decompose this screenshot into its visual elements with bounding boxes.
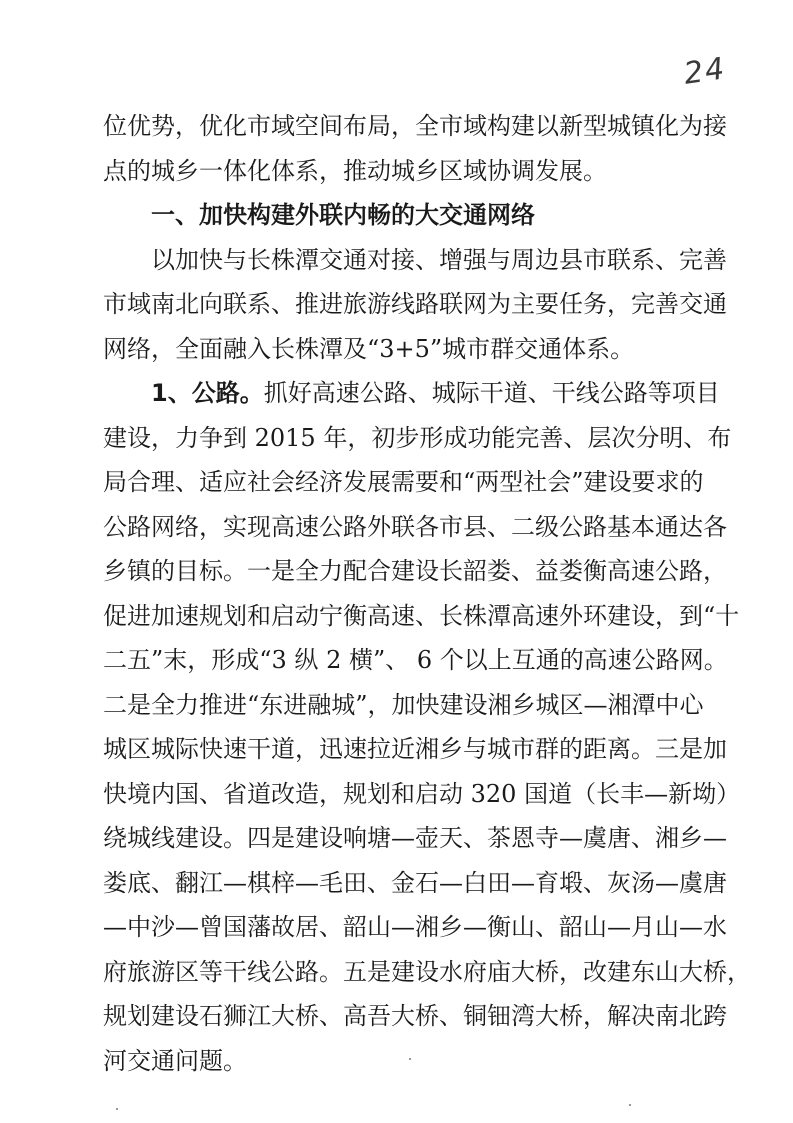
text-line bbox=[103, 371, 720, 416]
text-line: 公路网络，实现高速公路外联各市县、二级公路基本通达各 bbox=[103, 512, 727, 541]
document-body bbox=[103, 104, 751, 1083]
text-line: 市域南北向联系、推进旅游线路联网为主要任务，完善交通 bbox=[103, 290, 727, 318]
text-line: 娄底、翻江—棋梓—毛田、金石—白田—育塅、灰汤—虞唐 bbox=[103, 868, 727, 897]
text-line: 规划建设石狮江大桥、高吾大桥、铜钿湾大桥，解决南北跨 bbox=[103, 1002, 727, 1030]
text-line: 河交通问题。 bbox=[103, 1046, 247, 1075]
text-span: 抓好高速公路、城际干道、干线公路等项目 bbox=[263, 379, 720, 407]
text-line: 城区城际快速干道，迅速拉近湘乡与城市群的距离。三是加 bbox=[103, 735, 727, 763]
scan-speck bbox=[629, 1104, 631, 1106]
scan-speck bbox=[116, 1108, 118, 1110]
text-line: 二是全力推进“东进融城”，加快建设湘乡城区—湘潭中心 bbox=[103, 690, 704, 719]
text-line: 位优势，优化市域空间布局，全市域构建以新型城镇化为接 bbox=[103, 112, 727, 140]
subsection-lead: 1、公路。 bbox=[151, 379, 264, 407]
text-line: 点的城乡一体化体系，推动城乡区域协调发展。 bbox=[103, 156, 607, 185]
page-number: 24 bbox=[681, 51, 729, 92]
text-line: 以加快与长株潭交通对接、增强与周边县市联系、完善 bbox=[151, 245, 727, 274]
text-line: 二五”末，形成“3 纵 2 横”、 6 个以上互通的高速公路网。 bbox=[103, 646, 728, 674]
text-line: 网络，全面融入长株潭及“3+5”城市群交通体系。 bbox=[103, 334, 635, 363]
text-line: 局合理、适应社会经济发展需要和“两型社会”建设要求的 bbox=[103, 468, 704, 496]
section-heading: 一、加快构建外联内畅的大交通网络 bbox=[151, 201, 535, 229]
text-line: 促进加速规划和启动宁衡高速、长株潭高速外环建设，到“十 bbox=[103, 601, 740, 630]
text-line: 绕城线建设。四是建设响塘—壶天、茶恩寺—虞唐、湘乡— bbox=[103, 824, 727, 852]
text-line: —中沙—曾国藩故居、韶山—湘乡—衡山、韶山—月山—水 bbox=[103, 913, 727, 941]
text-line: 乡镇的目标。一是全力配合建设长韶娄、益娄衡高速公路， bbox=[103, 557, 727, 585]
scan-speck bbox=[409, 1058, 411, 1060]
text-line: 府旅游区等干线公路。五是建设水府庙大桥，改建东山大桥， bbox=[103, 957, 751, 986]
text-line: 建设，力争到 2015 年，初步形成功能完善、层次分明、布 bbox=[103, 423, 732, 452]
text-line: 快境内国、省道改造，规划和启动 320 国道（长丰—新坳） bbox=[103, 779, 741, 808]
